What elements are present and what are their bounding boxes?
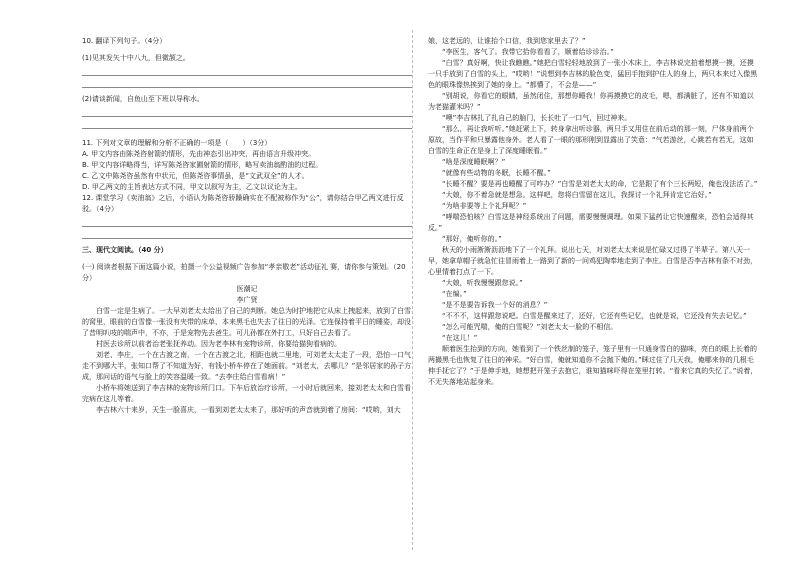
story-paragraph: “为啥非要等上个礼拜呢？” (442, 202, 527, 210)
q11-option-b: B. 甲文内容详略得当，详写陈尧咨家圃射箭的情形，略写卖油翁酌油的过程。 (82, 161, 323, 169)
story-paragraph: “噢”李吉林扎了扎自己的脑门，长长吐了一口气，回过神来。 (442, 114, 632, 122)
story-paragraph: 李吉林六十来岁，天生一脸喜庆，一看到刘老太太来了，那好听的声音就到着了房间：“哎哟，刘大 (96, 406, 401, 414)
story-paragraph: “怎么可能咒喘，俺的白雪呢？”刘老太太一脸的不相信。 (442, 323, 618, 331)
story-paragraph: “哮喘恐怕咳？白雪这是神经系统出了问题，需要慢慢调理。如果下猛药让它快速醒来，恐怕会适得其反。” (428, 213, 754, 232)
q11-option-a: A. 甲文内容由陈尧咨射箭的情形，先由神态引出冲突，再由语言升级冲突。 (82, 150, 316, 158)
section-3-heading: 三、现代文阅读。（40 分） (82, 246, 168, 254)
column-divider (412, 30, 413, 550)
q11-option-c: C. 乙文中陈尧咨虽然有中状元，但陈尧咨事情虽，是“文武双全”的人才。 (82, 172, 309, 180)
answer-line (82, 215, 412, 227)
q12-text: 12. 课堂学习《卖油翁》之后，小语认为陈尧咨骄躁确实在不配被称作为“公”，请你结合甲乙两文进行反驳。（4分） (82, 194, 404, 213)
q10-title: 10. 翻译下列句子。（4分） (82, 37, 167, 45)
story-paragraph: “李医生，客气了。我带它拾你看看了，顺着给诊诊治。” (442, 48, 614, 56)
story-paragraph: 秋天的小雨淅淅沥沥地下了一个礼拜。说出七天，对刘老太太来说是忙碌又过得了半辈子。第八天一早，她拿草帽子就急忙往冒雨着上一路到了新的一问鸡犯陶奉地走到了李庄。白雪是否李吉林有条不对劲，心里情着打点了一下。 (428, 246, 757, 276)
story-paragraph: “在这儿！” (442, 334, 478, 342)
story-paragraph: “是不是要告诉我一个好的消息？” (442, 301, 548, 309)
story-paragraph: “那好，俺听你的。” (442, 235, 502, 243)
answer-line (82, 227, 412, 239)
answer-line (82, 117, 412, 129)
story-paragraph: “啥是深度睡眠啊？” (442, 158, 506, 166)
story-paragraph: “不不不，这样跟您说吧。白雪是醒来过了，还好，它还有些记忆，也就是说，它还没有失去记忆。” (442, 312, 747, 320)
story-paragraph: “大娘，你不着急就是想急。这样吧，您将白雪留在这儿，我探讨一个礼拜肯定它治好。” (442, 191, 712, 199)
story-paragraph: “长睡不醒？要是再也睡醒了可咋办？”白雪是刘老太太的命，它是跟了有个三长两短，俺也没法活了。” (442, 180, 758, 188)
answer-line (82, 64, 412, 76)
story-paragraph: “别胡说，你看它的眼睛，虽然闭住，那想你睡我！你再摸摸它的皮毛，嗯，都满脏了，还有不知道以为老猫灌米吗？” (428, 92, 754, 111)
q10-sentence-1: (1)见其发矢十中八九，但微颔之。 (82, 54, 190, 62)
story-paragraph: 村医去诊所以前者治老张抚养动。因为老李林有宠物诊所，你要给猫狗看病的。 (96, 340, 341, 348)
right-column (428, 36, 758, 388)
story-paragraph: 白雪一定是生病了。一大早刘老太太给出了自己的判断。她总为时护地把它从床上拽起来，放到了白雪的窝里，眼前的白雪像一张没有夹带的床单，本来黑毛也失去了往日的光泽。它连保持着平日的睡姿，却没了昔明叭吱的喘声中，不亦，于是宠物先去爸生。可儿孙都在外打工，只好自己去看了。 (82, 307, 411, 337)
story-paragraph: “大娘，听我慢慢跟您说。” (442, 279, 523, 287)
q11-option-d: D. 甲乙两文的主旨表达方式不同，甲文以叙写为主，乙文以议论为主。 (82, 183, 302, 191)
story-paragraph: “白雪？真好啊，快让我瞧瞧。”她把白雪轻轻地放到了一张小木床上，李吉林说完拍着想摸一摸，还摸一只手放到了白雪的头上，“哎哟！”说想到李吉林的脸色变，猛回手抱到护住人的身上，两只本来过入像黑色的眼珠像热挨到了她的身上。“都懵了，不会是——” (428, 59, 758, 89)
q10-sentence-2: (2)请谈新闻，自鱼山至下班以导称水。 (82, 95, 204, 103)
story-author: 李广贤 (236, 296, 258, 304)
story-paragraph: 小桥车将她送到了李吉林的宠物诊所门口。下车后放治疗诊所，一小时后就回来，接刘老太太和白雪看完病在这儿等着。 (82, 384, 411, 403)
story-paragraph: “在编。” (442, 290, 467, 298)
left-column (82, 36, 412, 416)
reading-intro: (一) 阅读者根据下面这篇小说，拍摄一个公益视频广告参加“孝亲敬老”活动征礼 赛，请你参与策划。（20分） (82, 263, 406, 282)
story-title: 医潮记 (236, 285, 258, 293)
story-paragraph: “那么，再让我听听。”她赶紧上下，转身拿出听诊器，两只手又用住在前后动的那一刻，尸体身前两个原故，当作平和只暴露他身外。老人看了一眼的那形刚到显露出了笑意：“气若游丝，心跳若有若无，这如白雪的生命正在是身上了深度睡眠看。” (428, 125, 754, 155)
story-paragraph: 娘，这老远的，让谁抬个口信，我到您家里去了？” (428, 37, 586, 45)
story-paragraph: “就像有些动物的冬眠，长睡不醒。” (442, 169, 551, 177)
answer-line (82, 76, 412, 88)
story-paragraph: 刘老、李庄，一个在古渡之南，一个在古渡之北，相距也就二里地，可刘老太太走了一段，恐怕一口气走不到哪大半，张知口帮了不知道为好，有钱小桥车停在了她面前。“刘老太，去哪儿？”是邻居家的孙子方成，那问话的语气与脸上的笑容温暖一致。“去李庄给白雪看病！” (82, 351, 412, 381)
answer-line (82, 105, 412, 117)
story-paragraph: 顺着医生抬到的方向，她看到了一个铁丝制的笼子，笼子里有一只通身雪白的猫咪，亮白的眼上长着的两撮黑毛也恢复了往日的神采。“好白雪，俺就知道你不会抛下俺的。”眯过住了几天我，俺哪来你的几根毛伸手抚它了？”于是伸手地，她想把开笼子去抱它，谁知猫咪吓得在笼里打转。“看来它真的失忆了。”说着，不无失落地站起身来。 (428, 345, 758, 386)
q11-title: 11. 下列对文章的理解和分析不正确的一项是（ ）（3分） (82, 139, 272, 147)
